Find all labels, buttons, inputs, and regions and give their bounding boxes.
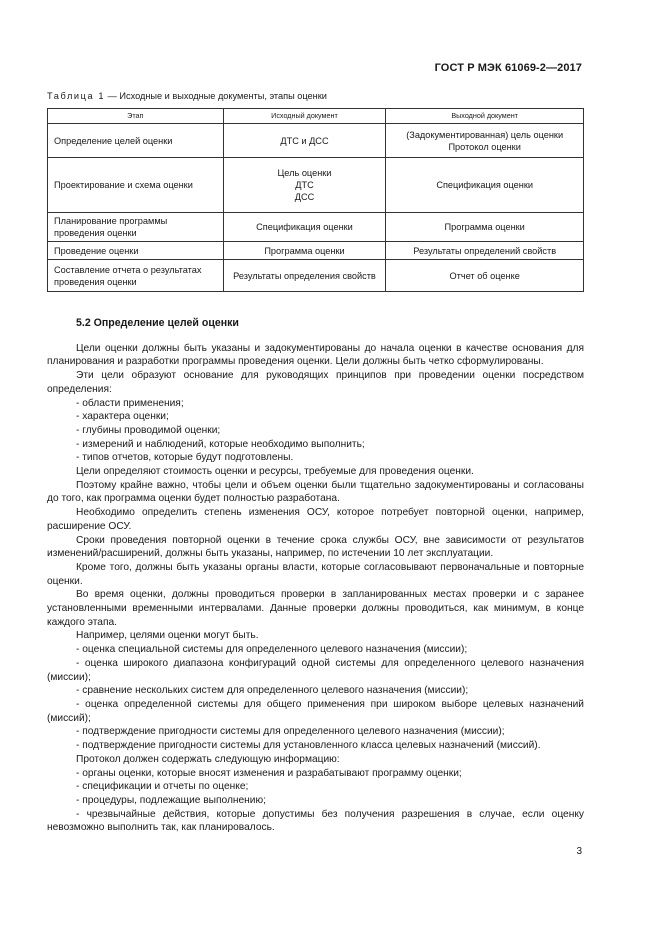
document-header: ГОСТ Р МЭК 61069-2—2017: [434, 62, 582, 74]
paragraph: Поэтому крайне важно, чтобы цели и объем оценки были тщательно задокументированы и согласованы до того, как программа оценки будет полностью разработана.: [47, 479, 584, 505]
cell-output: [386, 213, 584, 242]
cell-stage: Проектирование и схема оценки: [48, 158, 224, 213]
cell-input-line: Программа оценки: [264, 245, 345, 256]
paragraph: Во время оценки, должны проводиться проверки в запланированных местах проверки и с заранее установленными временными интервалами. Данные проверки должны проводиться, как минимум, в конце каждого этапа.: [47, 589, 584, 628]
column-header-stage: Этап: [48, 109, 224, 124]
cell-output: [386, 124, 584, 158]
cell-output-line: Спецификация оценки: [436, 180, 533, 190]
cell-stage: Проведение оценки: [48, 242, 224, 260]
table-caption-text: — Исходные и выходные документы, этапы оценки: [105, 91, 327, 101]
paragraph: Например, целями оценки могут быть.: [76, 630, 259, 642]
table-row: [48, 242, 584, 260]
cell-input-line: ДСС: [294, 192, 315, 202]
cell-output-line: Отчет об оценке: [449, 270, 520, 281]
cell-output-line: Результаты определений свойств: [413, 245, 557, 256]
list-item: - области применения;: [76, 397, 184, 409]
table-caption: [47, 91, 327, 101]
cell-input-line: Спецификация оценки: [256, 222, 353, 232]
cell-input-line: Результаты определения свойств: [233, 270, 376, 281]
paragraph: Цели оценки должны быть указаны и задокументированы до начала оценки в качестве основания для планирования и разработки программы проведения оценки. Цели должны быть четко сформулированы.: [47, 342, 584, 368]
cell-input: [223, 213, 386, 242]
column-header-input: Исходный документ: [223, 109, 386, 124]
paragraph: Цели определяют стоимость оценки и ресурсы, требуемые для проведения оценки.: [76, 466, 474, 478]
list-item: - оценка специальной системы для определенного целевого назначения (миссии);: [76, 644, 468, 656]
cell-output: [386, 260, 584, 292]
cell-stage: Определение целей оценки: [48, 124, 224, 158]
table-caption-prefix: Таблица 1: [47, 91, 106, 101]
list-item: - измерений и наблюдений, которые необходимо выполнить;: [76, 438, 365, 450]
table-row: [48, 260, 584, 292]
list-item: - процедуры, подлежащие выполнению;: [76, 794, 266, 806]
table-row: [48, 158, 584, 213]
section-5-2: [47, 317, 584, 835]
paragraph: Необходимо определить степень изменения ОСУ, которое потребует повторной оценки, например, расширение ОСУ.: [47, 507, 584, 532]
list-item: - сравнение нескольких систем для определенного целевого назначения (миссии);: [76, 685, 469, 697]
cell-input: [223, 124, 386, 158]
cell-input: [223, 242, 386, 260]
list-item: - характера оценки;: [76, 411, 169, 423]
cell-output: [386, 158, 584, 213]
list-item: - чрезвычайные действия, которые допустимы без получения разрешения в случае, если оценку невозможно выполнить так, как планировалось.: [47, 808, 584, 834]
cell-input: [223, 158, 386, 213]
paragraph: Протокол должен содержать следующую информацию:: [76, 753, 340, 765]
cell-output-line: Программа оценки: [444, 222, 525, 232]
cell-input-line: ДТС и ДСС: [280, 135, 329, 146]
cell-input-line: ДТС: [295, 180, 314, 190]
list-item: - глубины проводимой оценки;: [76, 424, 221, 436]
cell-output-line: (Задокументированная) цель оценки: [406, 129, 564, 140]
list-item: - органы оценки, которые вносят изменения и разрабатывают программу оценки;: [76, 767, 462, 779]
list-item: - типов отчетов, которые будут подготовлены.: [76, 452, 294, 464]
paragraph: Эти цели образуют основание для руководящих принципов при проведении оценки посредством определения:: [47, 370, 584, 395]
cell-input: [223, 260, 386, 292]
list-item: - подтверждение пригодности системы для установленного класса целевых назначений (миссий).: [76, 740, 541, 752]
list-item: - оценка широкого диапазона конфигураций одной системы для определенного целевого назначения (миссии);: [47, 657, 584, 683]
table-body: [48, 124, 584, 292]
column-header-output: Выходной документ: [386, 109, 584, 124]
list-item: - оценка определенной системы для общего применения при широком выборе целевых назначений (миссий);: [47, 698, 584, 724]
documents-table: [47, 108, 584, 292]
cell-output-line: Протокол оценки: [448, 141, 521, 152]
table-header-row: [48, 109, 584, 124]
paragraph: Кроме того, должны быть указаны органы власти, которые согласовывают первоначальные и повторные оценки.: [47, 561, 584, 587]
page-number: 3: [576, 846, 582, 857]
list-item: - подтверждение пригодности системы для определенного целевого назначения (миссии);: [76, 726, 505, 738]
list-item: - спецификации и отчеты по оценке;: [76, 781, 249, 793]
table-row: [48, 124, 584, 158]
cell-stage: Составление отчета о результатах проведения оценки: [48, 260, 224, 292]
paragraph: Сроки проведения повторной оценки в течение срока службы ОСУ, вне зависимости от результатов изменений/расширений, должны быть указаны, например, по истечении 10 лет эксплуатации.: [47, 534, 584, 560]
cell-input-line: Цель оценки: [277, 168, 332, 178]
cell-stage: Планирование программы проведения оценки: [48, 213, 224, 242]
section-title: 5.2 Определение целей оценки: [76, 317, 239, 329]
table-row: [48, 213, 584, 242]
cell-output: [386, 242, 584, 260]
section-content: [47, 342, 584, 835]
